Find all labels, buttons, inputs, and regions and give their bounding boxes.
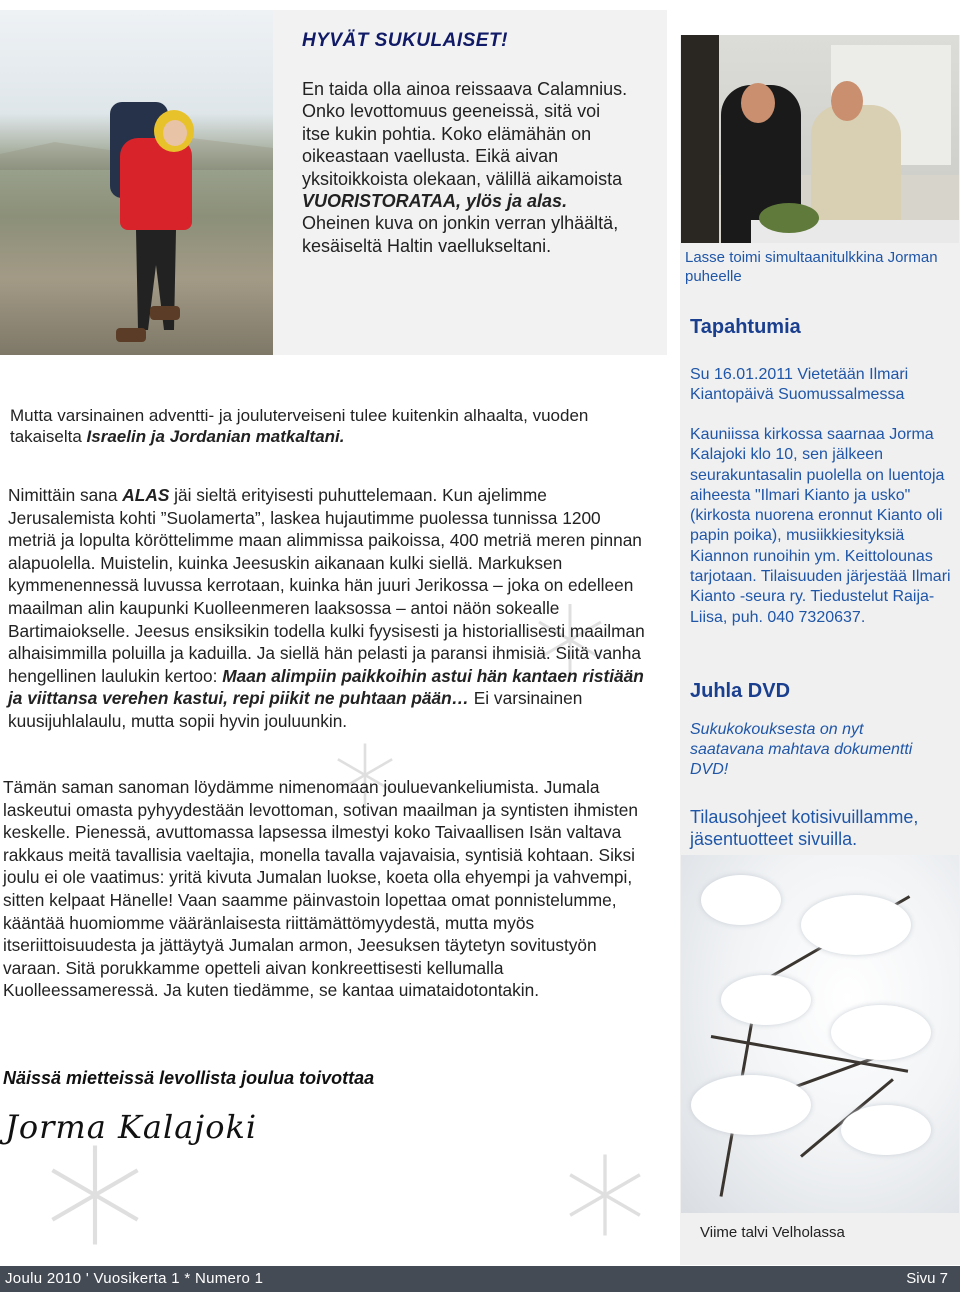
article-lead-text: Mutta varsinainen adventti- ja jouluterveiseni tulee kuitenkin alhaalta, vuoden takaiselta [10,406,589,446]
intro-text-part: En taida olla ainoa reissaava Calamnius. Onko levottomuus geeneissä, sitä voi itse kukin pohtia. Koko elämähän on oikeastaan vaellusta. Eikä aivan yksitoikkoista olekaan, välillä aikamoista [302,79,628,189]
hymn-quote: Maan alimpiin paikkoihin astui hän kantaen ristiään ja viittansa verehen kastui, repi piikit ne puhtaan pään… [8,665,644,709]
salutation-heading: HYVÄT SUKULAISET! [302,30,508,51]
hiker-photo [0,10,273,355]
intro-text [302,78,632,257]
intro-text-part: Oheinen kuva on jonkin verran ylhäältä, kesäiseltä Haltin vaellukseltani. [302,213,619,256]
event-description: Kauniissa kirkossa saarnaa Jorma Kalajoki klo 10, sen jälkeen seurakuntasalin puolella on luentoja aiheesta "Ilmari Kianto ja usko" (kirkosta nuorena eronnut Kianto oli papin poika), musiikkiesityksiä Kiannon runoihin ym. Keittolounas tarjotaan. Tilaisuuden järjestää Ilmari Kianto -seura ry. Tiedustelut Raija-Liisa, puh. 040 7320637. [690,426,951,626]
intro-emphasis: VUORISTORATAA, ylös ja alas. [302,191,568,212]
article-paragraph-2: Tämän saman sanoman löydämme nimenomaan jouluevankeliumista. Jumala laskeutui omasta pyhyydestään levottoman, sotivan maailman ja syntisten ihmisten keskelle. Pienessä, avuttomassa lapsessa ilmestyi koko Taivaallisen Isän valtava rakkaus meitä tavallisia vaeltajia, monella tavalla vajavaisia, syntisiä kohtaan. Siksi joulu ei ole vaatimus: yritä kivuta Jumalan luokse, koeta olla ehyempi ja vahvempi, sitten kelpaat Hänelle! Vaan saamme päinvastoin lopettaa omat ponnistelumme, kääntää huomiomme vääränlaisesta riittämättömyydestä, mutta myös itseriittoisuudesta ja jättäytyä Jumalan armon, Jeesuksen täytetyn sovitustyön varaan. Sitä porukkamme opetteli aivan konkreettisesti kellumalla Kuolleessameressä. Ja kuten tiedämme, se kantaa uimataidotontakin. [3,777,638,1001]
closing-greeting: Näissä mietteissä levollista joulua toivottaa [3,1068,375,1088]
paragraph-emphasis: ALAS [122,485,170,505]
speakers-photo-caption: Lasse toimi simultaanitulkkina Jorman puheelle [685,249,938,285]
paragraph-text: Nimittäin sana [8,485,123,505]
signature: Jorma Kalajoki [5,1108,258,1146]
snow-photo-caption: Viime talvi Velholassa [700,1224,845,1241]
paragraph-text: Ei varsinainen kuusijuhlalaulu, mutta sopii hyvin jouluunkin. [8,688,583,731]
order-instructions: Tilausohjeet kotisivuillamme, jäsentuotteet sivuilla. [690,807,919,849]
article-paragraph-1 [8,484,648,733]
dvd-description: Sukukokouksesta on nyt saatavana mahtava dokumentti DVD! [690,721,913,778]
snowflake-watermark-icon [40,1140,150,1250]
dvd-heading: Juhla DVD [690,680,791,702]
events-heading: Tapahtumia [690,316,801,338]
event-date: Su 16.01.2011 Vietetään Ilmari Kiantopäivä Suomussalmessa [690,366,909,403]
snowflake-watermark-icon [560,1150,650,1240]
speakers-photo [681,35,959,243]
article-lead-emphasis: Israelin ja Jordanian matkaltani. [86,427,345,446]
footer-page-number: Sivu 7 [906,1270,948,1287]
paragraph-text: jäi sieltä erityisesti puhuttelemaan. Kun ajelimme Jerusalemista kohti ”Suolamerta”, laskea hujautimme puolessa tunnissa 1200 metriä ja lopulta köröttelimme maan alimmissa paikoissa, 400 metriä meren pinnan alapuolella. Muistelin, kuinka Jeesuskin aikanaan kulki siellä. Markuksen kymmenennessä luvussa kerrotaan, kuinka hän juuri Jerikossa – joka on edelleen maailman alin kaupunki Kuolleenmeren laaksossa – antoi näön sokealle Bartimaiokselle. Jeesus ensiksikin todella kulki fyysisesti ja historiallisesti maailman alhaisimmilla poluilla ja kaduilla. Ja siellä hän pelasti ja paransi ihmisiä. Siitä vanha hengellinen laulukin kertoo: [8,485,645,686]
footer-issue-info: Joulu 2010 ' Vuosikerta 1 * Numero 1 [5,1270,264,1287]
article-lead [10,405,650,447]
snowy-tree-photo [681,855,959,1213]
